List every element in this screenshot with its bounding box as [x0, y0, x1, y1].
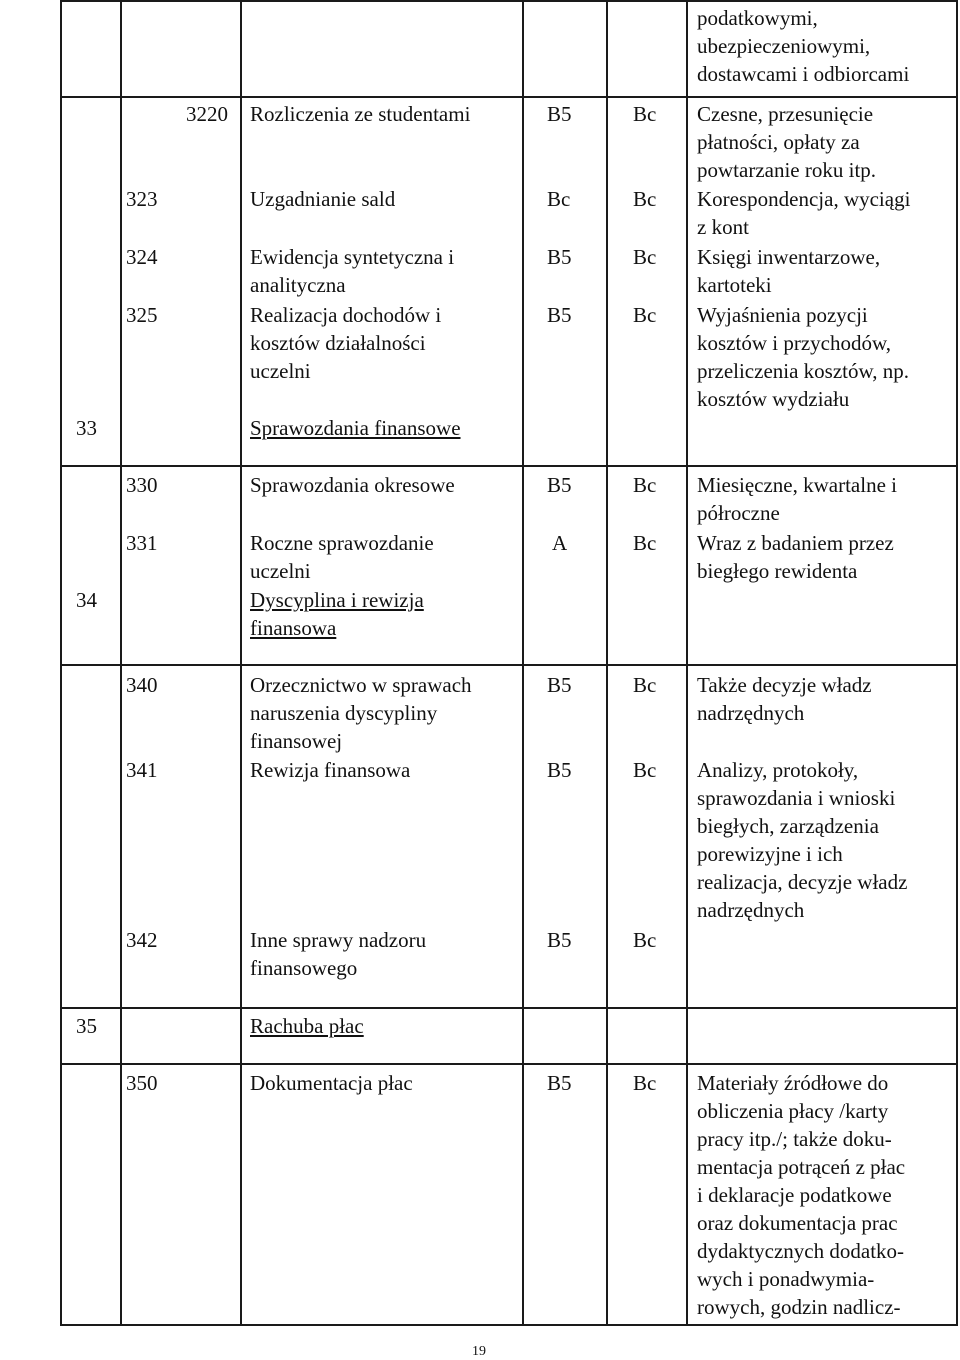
description-line: mentacja potrąceń z płac [697, 1155, 906, 1179]
description-line: podatkowymi, [697, 6, 818, 30]
description-line: Miesięczne, kwartalne i [697, 473, 897, 497]
archive-category-copy: Bc [633, 1071, 657, 1095]
description-line: Korespondencja, wyciągi [697, 187, 911, 211]
entry-code: 342 [126, 928, 158, 952]
description-line: biegłych, zarządzenia [697, 814, 879, 838]
rule-v [240, 0, 242, 1326]
description-line: kartoteki [697, 273, 772, 297]
entry-name: Dokumentacja płac [250, 1071, 413, 1095]
entry-code: 340 [126, 673, 158, 697]
entry-code: 324 [126, 245, 158, 269]
archive-category: A [552, 531, 568, 555]
entry-name: Rewizja finansowa [250, 758, 411, 782]
entry-name: finansowej [250, 729, 343, 753]
description-line: dydaktycznych dodatko- [697, 1239, 905, 1263]
archive-category-copy: Bc [633, 473, 657, 497]
archive-category-copy: Bc [633, 673, 657, 697]
description-line: kosztów i przychodów, [697, 331, 892, 355]
description-line: dostawcami i odbiorcami [697, 62, 910, 86]
entry-name: analityczna [250, 273, 346, 297]
rule-v [606, 0, 608, 1326]
description-line: płatności, opłaty za [697, 130, 860, 154]
description-line: półroczne [697, 501, 780, 525]
entry-code: 325 [126, 303, 158, 327]
entry-name: naruszenia dyscypliny [250, 701, 438, 725]
rule-bottom [60, 1324, 958, 1326]
entry-name: Rozliczenia ze studentami [250, 102, 471, 126]
entry-code: 323 [126, 187, 158, 211]
description-line: porewizyjne i ich [697, 842, 843, 866]
description-line: Także decyzje władz [697, 673, 872, 697]
group-code: 33 [76, 416, 97, 440]
description-line: obliczenia płacy /karty [697, 1099, 889, 1123]
archive-category-copy: Bc [633, 102, 657, 126]
archive-category: Bc [547, 187, 571, 211]
group-title: Rachuba płac [250, 1014, 364, 1038]
group-title: Sprawozdania finansowe [250, 416, 461, 440]
entry-name: Sprawozdania okresowe [250, 473, 455, 497]
rule-right [956, 0, 958, 1326]
group-title: finansowa [250, 616, 337, 640]
description-line: sprawozdania i wnioski [697, 786, 896, 810]
group-code: 34 [76, 588, 97, 612]
rule-top [60, 0, 958, 2]
entry-name: Ewidencja syntetyczna i [250, 245, 455, 269]
group-title: Dyscyplina i rewizja [250, 588, 424, 612]
archive-category-copy: Bc [633, 187, 657, 211]
rule-h [60, 1007, 958, 1009]
archive-category: B5 [547, 245, 572, 269]
entry-code: 330 [126, 473, 158, 497]
archive-category: B5 [547, 303, 572, 327]
rule-h [60, 1063, 958, 1065]
description-line: Analizy, protokoły, [697, 758, 859, 782]
rule-h [60, 96, 958, 98]
archive-category: B5 [547, 1071, 572, 1095]
rule-v [120, 0, 122, 1326]
entry-code: 3220 [186, 102, 228, 126]
description-line: nadrzędnych [697, 701, 805, 725]
entry-name: finansowego [250, 956, 358, 980]
entry-name: Orzecznictwo w sprawach [250, 673, 472, 697]
description-line: powtarzanie roku itp. [697, 158, 877, 182]
rule-v [686, 0, 688, 1326]
entry-code: 350 [126, 1071, 158, 1095]
description-line: pracy itp./; także doku- [697, 1127, 892, 1151]
description-line: oraz dokumentacja prac [697, 1211, 898, 1235]
description-line: Materiały źródłowe do [697, 1071, 889, 1095]
description-line: biegłego rewidenta [697, 559, 858, 583]
archive-category: B5 [547, 928, 572, 952]
archive-category: B5 [547, 673, 572, 697]
entry-name: uczelni [250, 359, 311, 383]
archive-category-copy: Bc [633, 303, 657, 327]
entry-name: uczelni [250, 559, 311, 583]
description-line: rowych, godzin nadlicz- [697, 1295, 901, 1319]
description-line: z kont [697, 215, 749, 239]
entry-name: Uzgadnianie sald [250, 187, 396, 211]
description-line: nadrzędnych [697, 898, 805, 922]
archive-category-copy: Bc [633, 245, 657, 269]
entry-name: Roczne sprawozdanie [250, 531, 434, 555]
entry-name: kosztów działalności [250, 331, 426, 355]
description-line: kosztów wydziału [697, 387, 850, 411]
description-line: przeliczenia kosztów, np. [697, 359, 910, 383]
description-line: realizacja, decyzje władz [697, 870, 908, 894]
archive-category: B5 [547, 102, 572, 126]
rule-v [522, 0, 524, 1326]
description-line: i deklaracje podatkowe [697, 1183, 892, 1207]
group-code: 35 [76, 1014, 97, 1038]
description-line: Czesne, przesunięcie [697, 102, 874, 126]
archive-category: B5 [547, 473, 572, 497]
entry-code: 341 [126, 758, 158, 782]
description-line: wych i ponadwymia- [697, 1267, 875, 1291]
rule-h [60, 465, 958, 467]
page-number: 19 [472, 1344, 486, 1359]
description-line: Wyjaśnienia pozycji [697, 303, 868, 327]
entry-code: 331 [126, 531, 158, 555]
description-line: Księgi inwentarzowe, [697, 245, 881, 269]
description-line: ubezpieczeniowymi, [697, 34, 871, 58]
rule-left [60, 0, 62, 1326]
entry-name: Inne sprawy nadzoru [250, 928, 427, 952]
archive-category: B5 [547, 758, 572, 782]
description-line: Wraz z badaniem przez [697, 531, 894, 555]
rule-h [60, 664, 958, 666]
archive-category-copy: Bc [633, 531, 657, 555]
archive-category-copy: Bc [633, 758, 657, 782]
archive-category-copy: Bc [633, 928, 657, 952]
entry-name: Realizacja dochodów i [250, 303, 442, 327]
